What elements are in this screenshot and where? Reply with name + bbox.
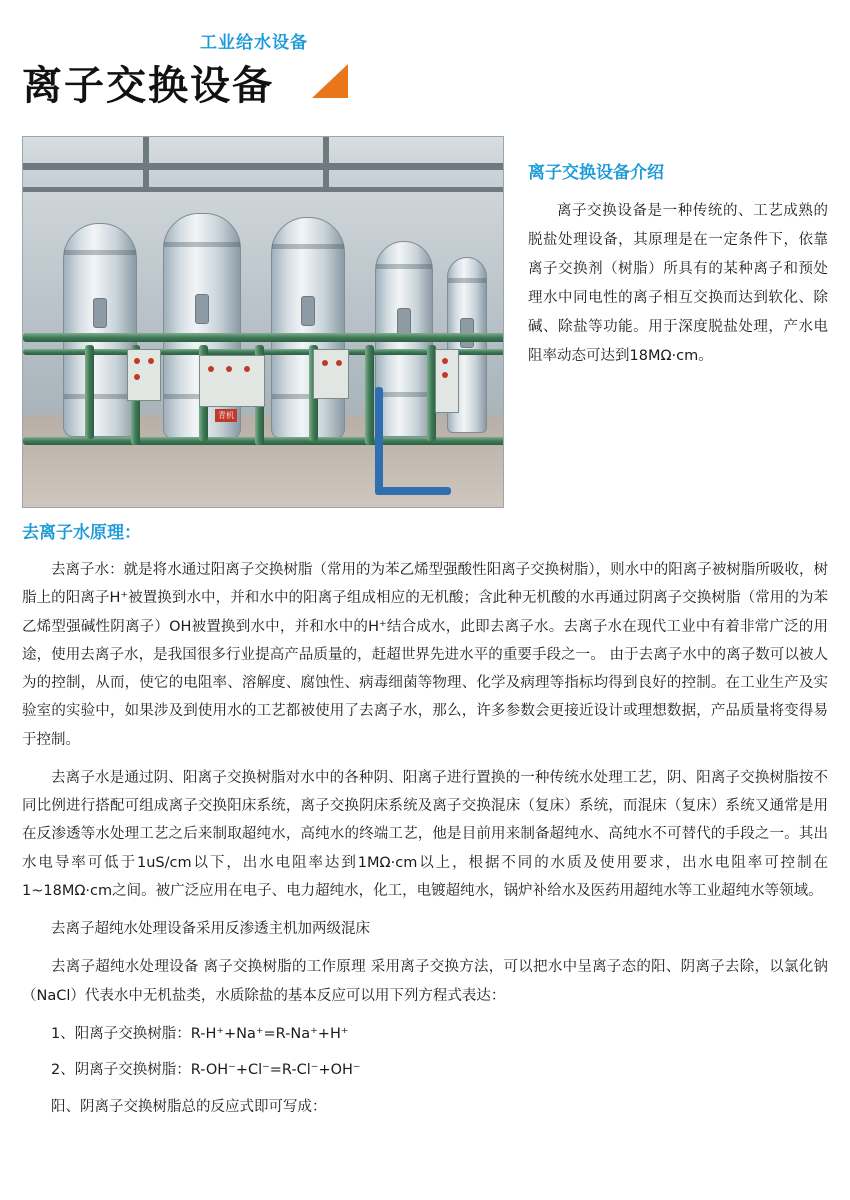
photo-control-panel xyxy=(199,355,265,407)
photo-control-panel xyxy=(127,349,161,401)
header-kicker: 工业给水设备 xyxy=(200,33,308,53)
paragraph: 去离子水是通过阴、阳离子交换树脂对水中的各种阴、阳离子进行置换的一种传统水处理工艺，阴、阳离子交换树脂按不同比例进行搭配可组成离子交换阳床系统，离子交换阴床系统及离子交换混床（复床）系统，而混床（复床）系统又通常是用在反渗透等水处理工艺之后来制取超纯水，高纯水的终端工艺，他是目前用来制备超纯水、高纯水不可替代的手段之一。其出水电导率可低于1uS/cm以下，出水电阻率达到1MΩ·cm以上，根据不同的水质及使用要求，出水电阻率可控制在1~18MΩ·cm之间。被广泛应用在电子、电力超纯水，化工，电镀超纯水，锅炉补给水及医药用超纯水等工业超纯水等领域。 xyxy=(22,769,828,899)
photo-pipe xyxy=(365,345,374,445)
photo-beam xyxy=(323,137,329,191)
body-content xyxy=(22,556,828,1129)
photo-blue-pipe xyxy=(375,387,383,495)
paragraph: 去离子超纯水处理设备采用反渗透主机加两级混床 xyxy=(51,921,370,938)
intro-title: 离子交换设备介绍 xyxy=(528,163,664,183)
photo-tank xyxy=(63,223,137,437)
orange-triangle-icon xyxy=(312,64,348,98)
photo-blue-pipe xyxy=(375,487,451,495)
photo-red-label: 青机 xyxy=(215,409,237,422)
photo-pipe xyxy=(85,345,94,439)
photo-tank xyxy=(271,217,345,439)
page-title: 离子交换设备 xyxy=(22,63,274,109)
page-header xyxy=(0,0,850,120)
photo-beam xyxy=(23,163,504,170)
equation-anion-resin: 2、阴离子交换树脂：R-OH⁻+Cl⁻=R-Cl⁻+OH⁻ xyxy=(51,1062,361,1079)
photo-control-panel xyxy=(313,349,349,399)
ion-exchange-equipment-photo xyxy=(22,136,504,508)
photo-beam xyxy=(143,137,149,191)
equation-cation-resin: 1、阳离子交换树脂：R-H⁺+Na⁺=R-Na⁺+H⁺ xyxy=(51,1025,349,1042)
intro-block xyxy=(528,158,828,371)
photo-control-panel xyxy=(435,349,459,413)
paragraph: 去离子水：就是将水通过阳离子交换树脂（常用的为苯乙烯型强酸性阳离子交换树脂），则水中的阳离子被树脂所吸收，树脂上的阳离子H⁺被置换到水中，并和水中的阳离子组成相应的无机酸；含此种无机酸的水再通过阴离子交换树脂（常用的为苯乙烯型强碱性阴离子）OH被置换到水中，并和水中的H⁺结合成水，此即去离子水。去离子水在现代工业中有着非常广泛的用途，使用去离子水，是我国很多行业提高产品质量的，赶超世界先进水平的重要手段之一。 由于去离子水中的离子数可以被人为的控制，从而，使它的电阻率、溶解度、腐蚀性、病毒细菌等物理、化学及病理等指标均得到良好的控制。在工业生产及实验室的实验中，如果涉及到使用水的工艺都被使用了去离子水，那么，许多参数会更接近设计或理想数据，产品质量将变得易于控制。 xyxy=(22,562,828,748)
section-title-deionized-water: 去离子水原理： xyxy=(22,523,141,543)
photo-pipe xyxy=(23,333,504,342)
paragraph: 去离子超纯水处理设备 离子交换树脂的工作原理 采用离子交换方法，可以把水中呈离子态的阳、阴离子去除，以氯化钠（NaCl）代表水中无机盐类，水质除盐的基本反应可以用下列方程式表达： xyxy=(22,959,828,1004)
photo-beam xyxy=(23,187,504,192)
intro-body: 离子交换设备是一种传统的、工艺成熟的脱盐处理设备，其原理是在一定条件下，依靠离子交换剂（树脂）所具有的某种离子和预处理水中同电性的离子相互交换而达到软化、除碱、除盐等功能。用于深度脱盐处理，产水电阻率动态可达到18MΩ·cm。 xyxy=(528,203,828,364)
equation-total-note: 阳、阴离子交换树脂总的反应式即可写成： xyxy=(51,1098,327,1115)
